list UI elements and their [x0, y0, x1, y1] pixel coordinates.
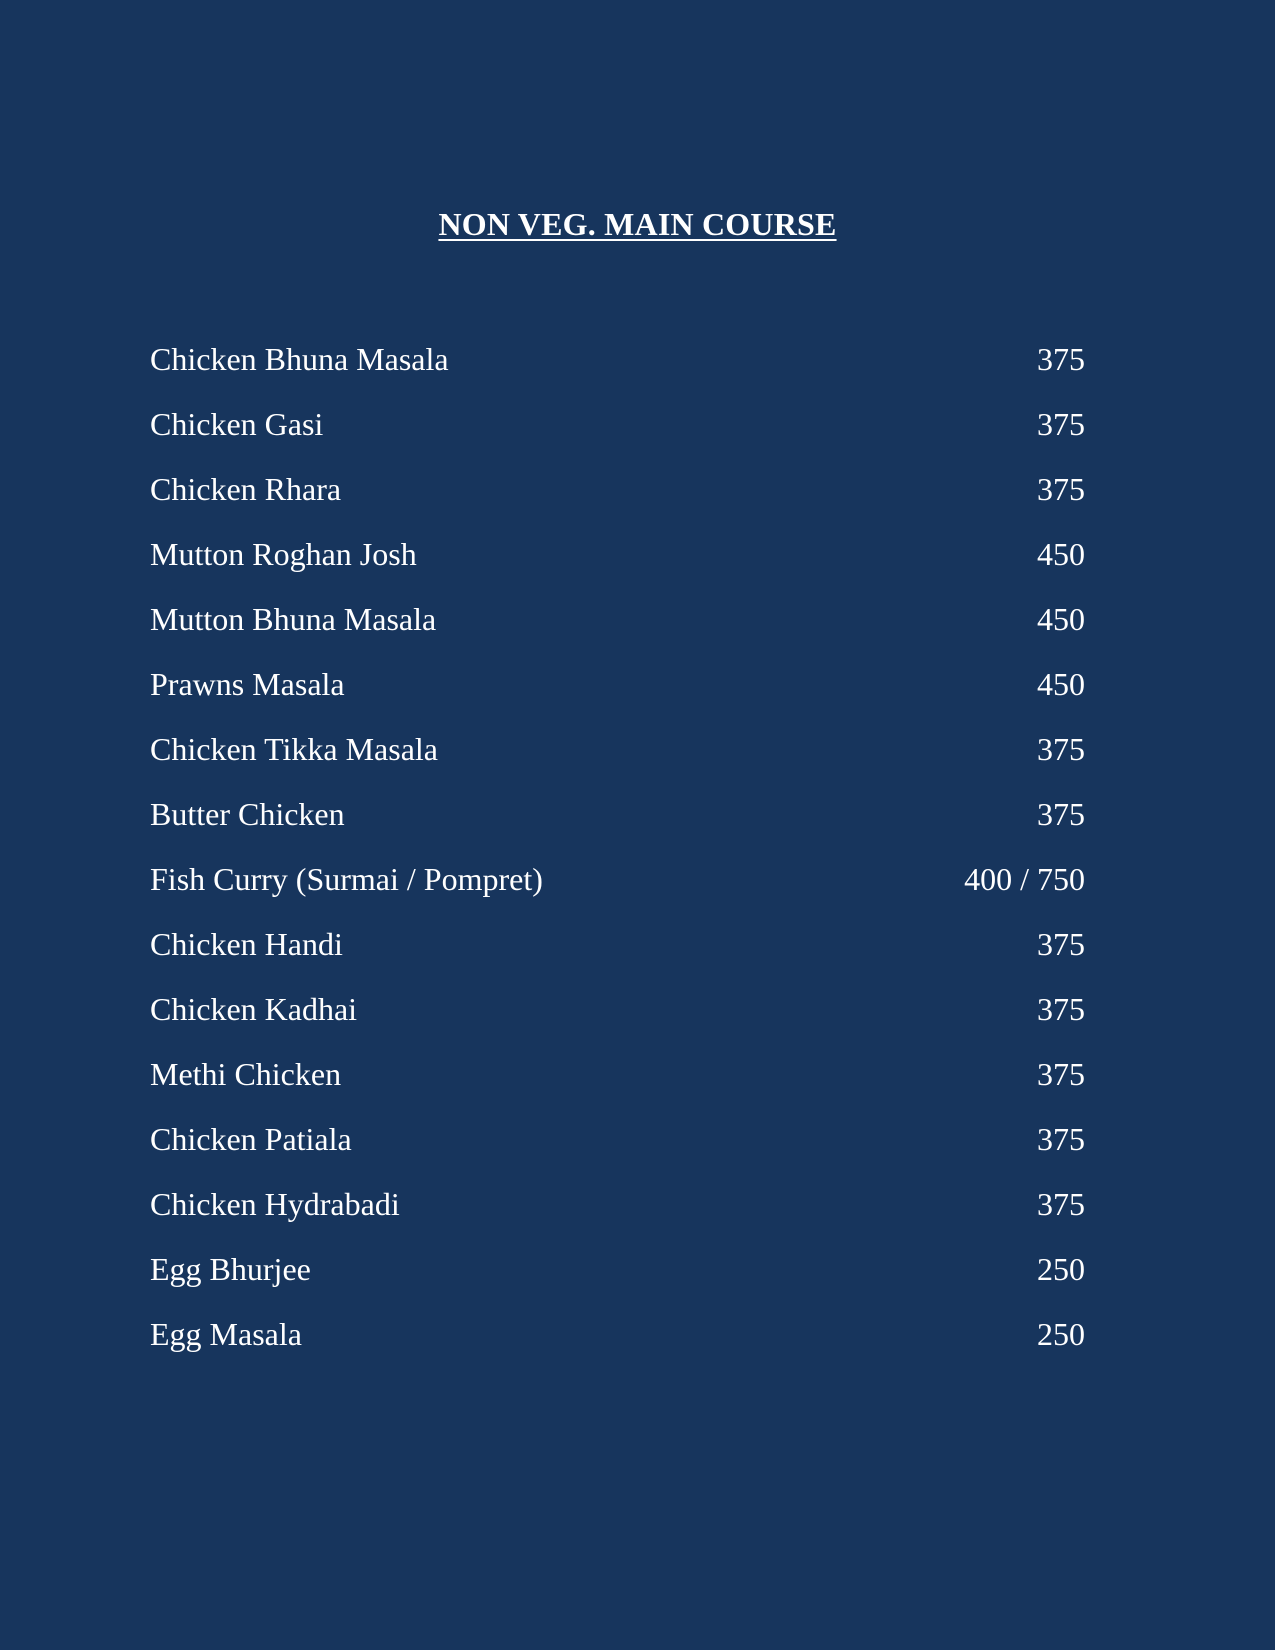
- menu-item-price: 450: [1037, 601, 1085, 637]
- menu-item-price: 375: [1037, 1056, 1085, 1092]
- menu-item-price: 250: [1037, 1316, 1085, 1352]
- menu-item: [150, 529, 1085, 594]
- menu-item-price: 400 / 750: [964, 861, 1085, 897]
- menu-item: [150, 464, 1085, 529]
- menu-item: [150, 984, 1085, 1049]
- menu-item-name: Chicken Tikka Masala: [150, 731, 438, 767]
- menu-item-price: 375: [1037, 1186, 1085, 1222]
- menu-item-price: 250: [1037, 1251, 1085, 1287]
- menu-item-name: Mutton Bhuna Masala: [150, 601, 437, 637]
- menu-item: [150, 659, 1085, 724]
- menu-item-name: Chicken Gasi: [150, 406, 324, 442]
- menu-item: [150, 1309, 1085, 1374]
- menu-item-name: Chicken Kadhai: [150, 991, 358, 1027]
- menu-item: [150, 594, 1085, 659]
- menu-item-price: 375: [1037, 731, 1085, 767]
- menu-item-name: Egg Masala: [150, 1316, 302, 1352]
- menu-item-name: Mutton Roghan Josh: [150, 536, 417, 572]
- menu-item-name: Fish Curry (Surmai / Pompret): [150, 861, 543, 897]
- menu-item-price: 375: [1037, 926, 1085, 962]
- menu-item: [150, 334, 1085, 399]
- menu-list: [150, 334, 1085, 1374]
- menu-item: [150, 1179, 1085, 1244]
- menu-item-name: Methi Chicken: [150, 1056, 342, 1092]
- menu-item-name: Egg Bhurjee: [150, 1251, 311, 1287]
- menu-item: [150, 1049, 1085, 1114]
- menu-item-price: 375: [1037, 1121, 1085, 1157]
- menu-item: [150, 854, 1085, 919]
- menu-item-name: Chicken Handi: [150, 926, 343, 962]
- menu-item-price: 450: [1037, 666, 1085, 702]
- menu-item-name: Prawns Masala: [150, 666, 345, 702]
- menu-item: [150, 789, 1085, 854]
- menu-item-name: Butter Chicken: [150, 796, 345, 832]
- menu-item-price: 375: [1037, 341, 1085, 377]
- menu-item: [150, 1244, 1085, 1309]
- menu-item: [150, 724, 1085, 789]
- menu-item-price: 375: [1037, 471, 1085, 507]
- menu-item: [150, 919, 1085, 984]
- menu-item-name: Chicken Hydrabadi: [150, 1186, 400, 1222]
- menu-item-name: Chicken Bhuna Masala: [150, 341, 449, 377]
- menu-item-price: 375: [1037, 796, 1085, 832]
- menu-item-name: Chicken Rhara: [150, 471, 342, 507]
- menu-item: [150, 399, 1085, 464]
- page-title: NON VEG. MAIN COURSE: [438, 206, 837, 242]
- menu-item: [150, 1114, 1085, 1179]
- menu-item-price: 450: [1037, 536, 1085, 572]
- menu-item-price: 375: [1037, 991, 1085, 1027]
- menu-item-price: 375: [1037, 406, 1085, 442]
- menu-item-name: Chicken Patiala: [150, 1121, 352, 1157]
